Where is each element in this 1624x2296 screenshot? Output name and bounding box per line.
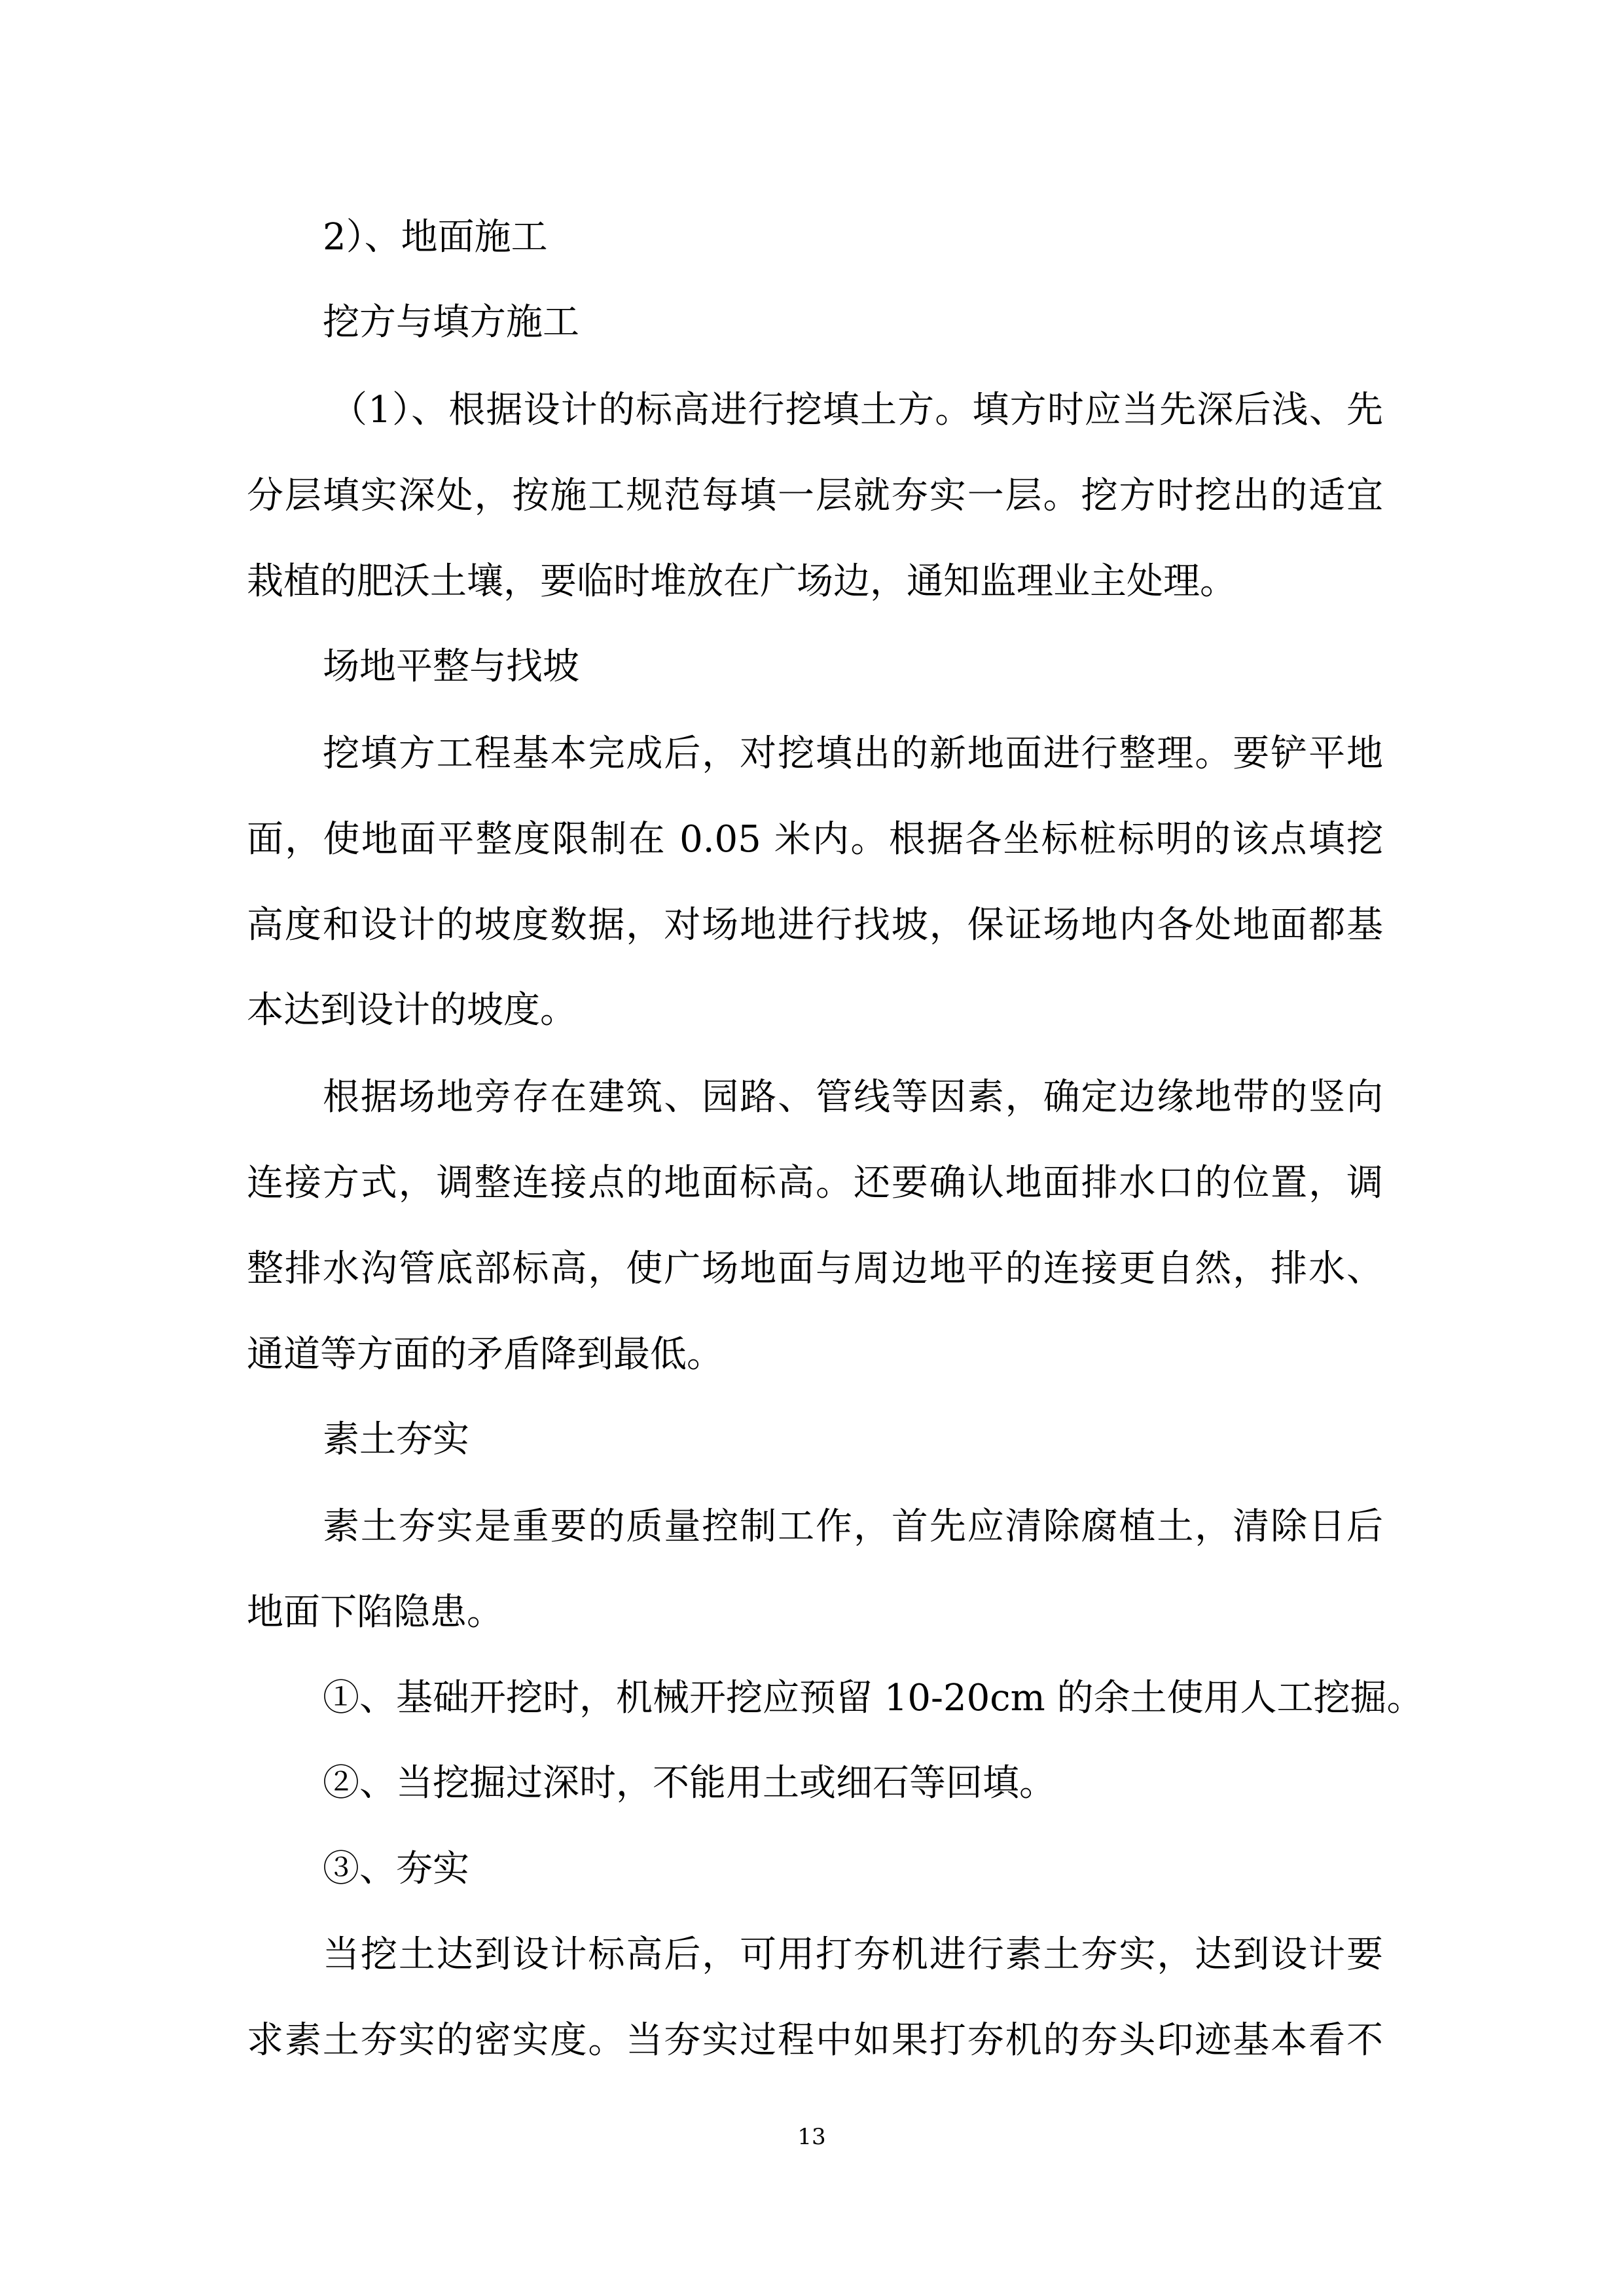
list-item: ③、夯实 [323,1848,469,1890]
paragraph-line: 地面下陷隐患。 [247,1591,503,1634]
paragraph-line: 分层填实深处，按施工规范每填一层就夯实一层。挖方时挖出的适宜 [247,475,1383,517]
page-number: 13 [797,2124,826,2150]
paragraph-line: 根据场地旁存在建筑、园路、管线等因素，确定边缘地带的竖向 [323,1076,1383,1119]
subheading-site-leveling: 场地平整与找坡 [323,645,579,688]
list-item: ②、当挖掘过深时，不能用土或细石等回填。 [323,1762,1056,1804]
paragraph-line: 整排水沟管底部标高，使广场地面与周边地平的连接更自然，排水、 [247,1247,1383,1290]
paragraph-line: 当挖土达到设计标高后，可用打夯机进行素土夯实，达到设计要 [323,1933,1383,1976]
subheading-soil-compaction: 素土夯实 [323,1418,469,1461]
subheading-excavation-filling: 挖方与填方施工 [323,301,579,344]
paragraph-line: 本达到设计的坡度。 [247,989,577,1031]
paragraph-line: 高度和设计的坡度数据，对场地进行找坡，保证场地内各处地面都基 [247,904,1383,946]
paragraph-line: 栽植的肥沃土壤，要临时堆放在广场边，通知监理业主处理。 [247,560,1236,603]
section-heading-ground-construction: 2）、地面施工 [323,216,548,259]
paragraph-line: 素土夯实是重要的质量控制工作，首先应清除腐植土，清除日后 [323,1505,1383,1548]
list-item: ①、基础开挖时，机械开挖应预留 10-20cm 的余土使用人工挖掘。 [323,1677,1424,1719]
paragraph-line: 连接方式，调整连接点的地面标高。还要确认地面排水口的位置，调 [247,1162,1383,1204]
paragraph-line: （1）、根据设计的标高进行挖填土方。填方时应当先深后浅、先 [331,389,1383,431]
paragraph-line: 通道等方面的矛盾降到最低。 [247,1333,723,1376]
paragraph-line: 挖填方工程基本完成后，对挖填出的新地面进行整理。要铲平地 [323,732,1383,775]
paragraph-line: 求素土夯实的密实度。当夯实过程中如果打夯机的夯头印迹基本看不 [247,2019,1383,2062]
paragraph-line: 面，使地面平整度限制在 0.05 米内。根据各坐标桩标明的该点填挖 [247,818,1383,861]
